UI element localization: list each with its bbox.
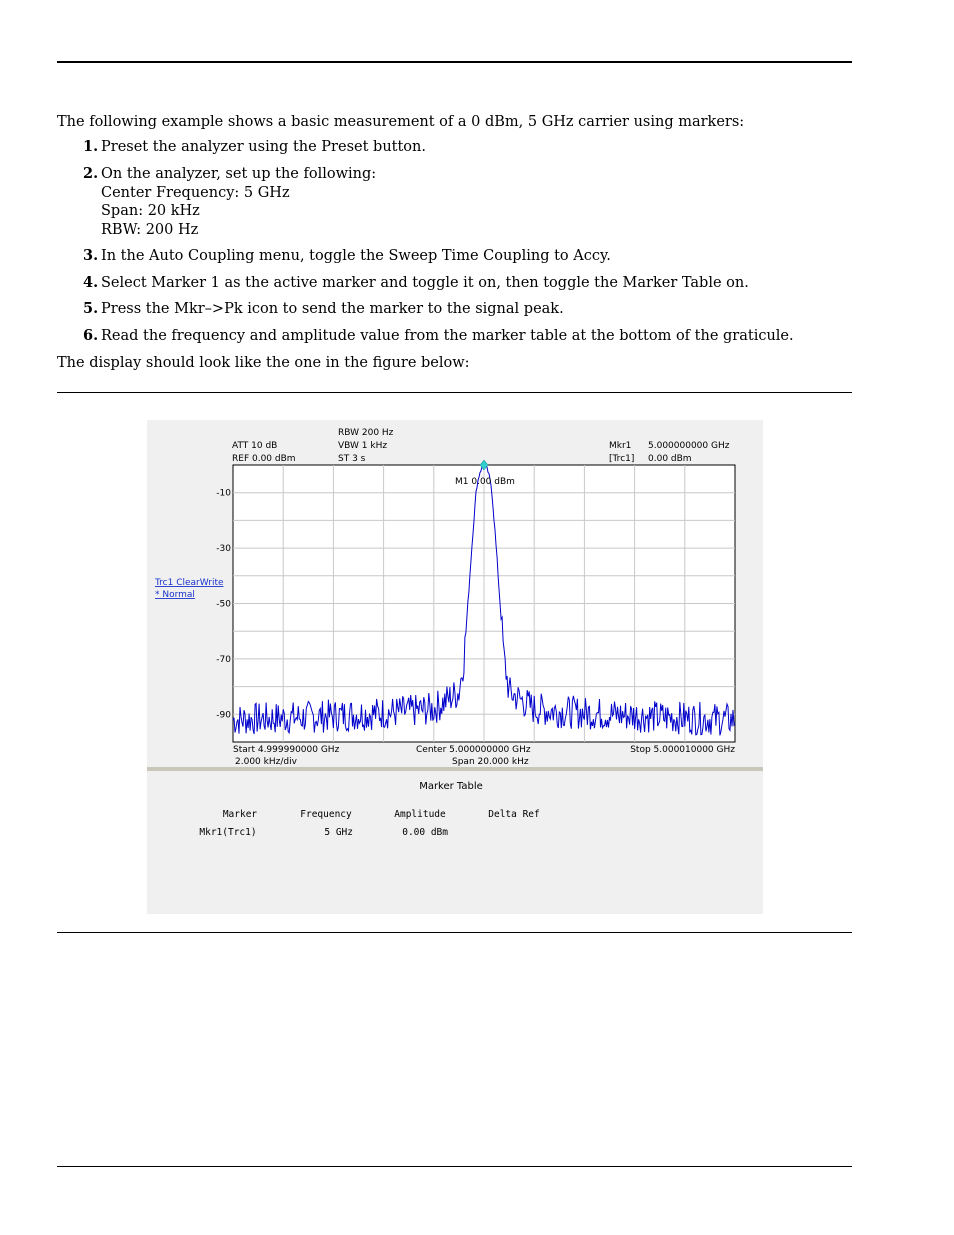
- marker-readout-amplitude: 0.00 dBm: [648, 454, 692, 464]
- trace-mode-link[interactable]: Trc1 ClearWrite: [155, 578, 224, 588]
- center-frequency: Center 5.000000000 GHz: [416, 745, 531, 755]
- outro-paragraph: The display should look like the one in the figure below:: [57, 355, 470, 371]
- marker-table-header: Delta Ref: [488, 809, 540, 820]
- y-tick-label: -50: [216, 599, 231, 610]
- y-tick-label: -10: [216, 488, 231, 499]
- header-rule: [57, 61, 852, 63]
- marker-table-cell[interactable]: Mkr1(Trc1): [199, 827, 257, 838]
- step-number: 4.: [83, 274, 99, 291]
- marker-annotation: M1 0.00 dBm: [455, 477, 515, 487]
- marker-table-header: Marker: [222, 809, 258, 820]
- frequency-per-division: 2.000 kHz/div: [235, 757, 297, 767]
- marker-readout-label: Mkr1: [609, 441, 632, 451]
- y-tick-label: -70: [216, 654, 231, 665]
- marker-table-cell: 5 GHz: [324, 827, 353, 838]
- step-number: 3.: [83, 247, 99, 264]
- stop-frequency: Stop 5.000010000 GHz: [630, 745, 735, 755]
- marker-table-title: Marker Table: [419, 781, 483, 792]
- analyzer-display: [147, 420, 763, 914]
- step-text: Preset the analyzer using the Preset button.: [101, 139, 426, 155]
- analyzer-screenshot: [147, 420, 763, 914]
- step-number: 5.: [83, 300, 99, 317]
- step-text: RBW: 200 Hz: [101, 221, 199, 238]
- intro-paragraph: The following example shows a basic measurement of a 0 dBm, 5 GHz carrier using markers:: [57, 114, 745, 130]
- att-setting: ATT 10 dB: [232, 441, 278, 451]
- step-text: Read the frequency and amplitude value from the marker table at the bottom of the graticule.: [101, 328, 794, 344]
- marker-table-header: Frequency: [300, 809, 352, 820]
- marker-readout-frequency: 5.000000000 GHz: [648, 441, 730, 451]
- step-text: Select Marker 1 as the active marker and toggle it on, then toggle the Marker Table on.: [101, 275, 749, 291]
- step-number: 2.: [83, 165, 99, 182]
- step-text: Span: 20 kHz: [101, 203, 200, 219]
- ref-level: REF 0.00 dBm: [232, 454, 296, 464]
- marker-table: [199, 809, 539, 838]
- vbw-setting: VBW 1 kHz: [338, 441, 388, 451]
- footer-rule: [57, 1166, 852, 1167]
- y-tick-label: -90: [216, 710, 231, 721]
- step-text: In the Auto Coupling menu, toggle the Sweep Time Coupling to Accy.: [101, 248, 611, 264]
- step-number: 6.: [83, 327, 99, 344]
- marker-readout-trace: [Trc1]: [609, 454, 635, 464]
- marker-table-header: Amplitude: [394, 809, 446, 820]
- step-text: Center Frequency: 5 GHz: [101, 184, 290, 201]
- sweep-time: ST 3 s: [338, 454, 366, 464]
- span-setting: Span 20.000 kHz: [452, 757, 529, 767]
- rbw-setting: RBW 200 Hz: [338, 428, 394, 438]
- panel-splitter[interactable]: [147, 767, 763, 771]
- step-text: On the analyzer, set up the following:: [101, 166, 377, 182]
- y-axis-ticks: [216, 489, 231, 721]
- y-tick-label: -30: [216, 544, 231, 555]
- figure-top-rule: [57, 392, 852, 393]
- step-number: 1.: [83, 138, 99, 155]
- step-text: Press the Mkr–>Pk icon to send the marker to the signal peak.: [101, 301, 564, 317]
- start-frequency: Start 4.999990000 GHz: [233, 745, 340, 755]
- marker-table-cell: 0.00 dBm: [402, 827, 448, 838]
- detector-mode-link[interactable]: * Normal: [155, 590, 195, 600]
- figure-bottom-rule: [57, 932, 852, 933]
